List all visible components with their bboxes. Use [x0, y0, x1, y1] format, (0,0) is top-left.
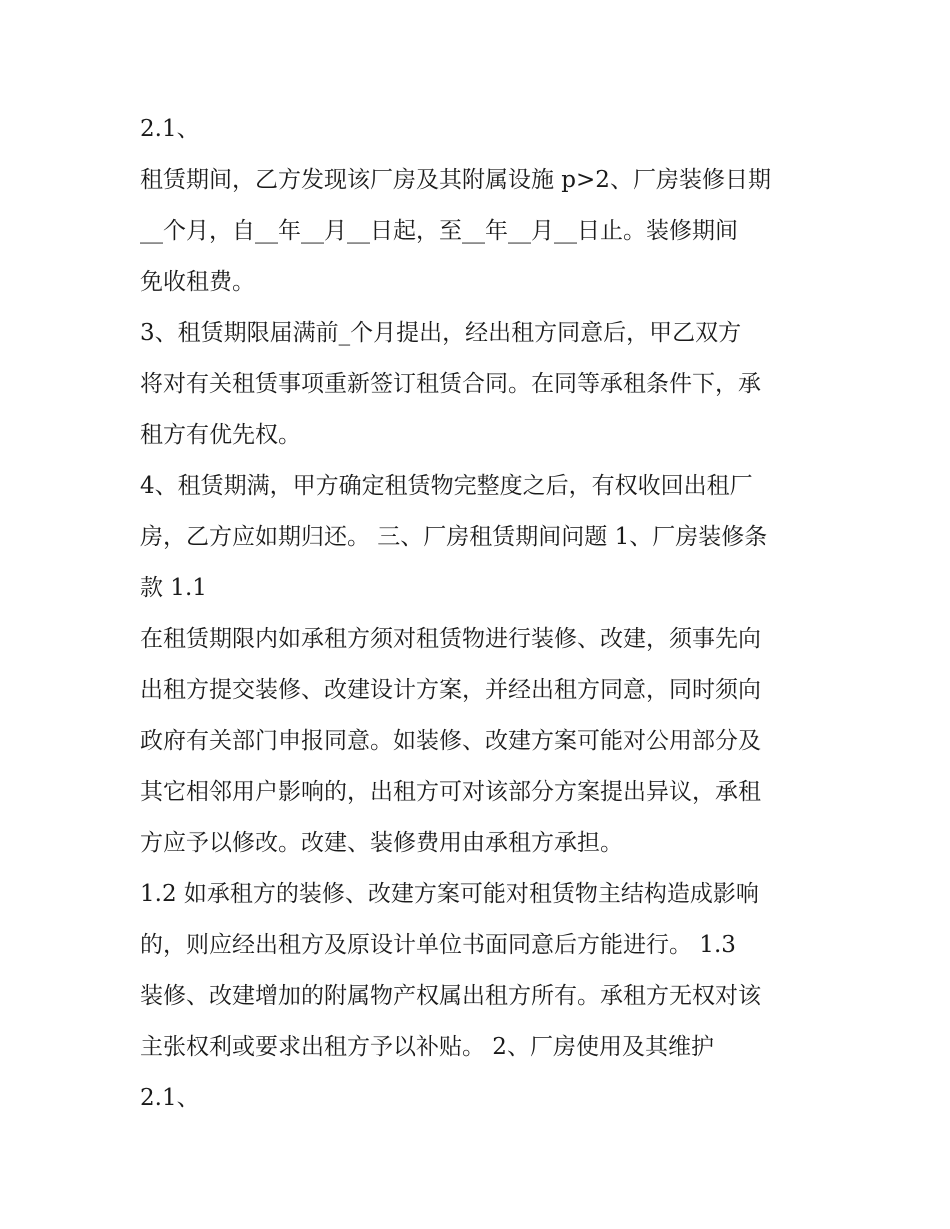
- text-line: 租赁期间，乙方发现该厂房及其附属设施 p>2、厂房装修日期: [140, 167, 771, 193]
- text-line: 政府有关部门申报同意。如装修、改建方案可能对公用部分及: [140, 728, 761, 754]
- text-line: 其它相邻用户影响的，出租方可对该部分方案提出异议，承租: [140, 779, 761, 805]
- text-line: 租方有优先权。: [140, 422, 301, 448]
- text-line: 出租方提交装修、改建设计方案，并经出租方同意，同时须向: [140, 677, 761, 703]
- text-line: 款 1.1: [140, 575, 207, 601]
- text-line: 将对有关租赁事项重新签订租赁合同。在同等承租条件下，承: [140, 371, 761, 397]
- text-line: __个月，自__年__月__日起，至__年__月__日止。装修期间: [140, 218, 738, 244]
- text-line: 1.2 如承租方的装修、改建方案可能对租赁物主结构造成影响: [140, 881, 759, 907]
- text-line: 4、租赁期满，甲方确定租赁物完整度之后，有权收回出租厂: [140, 473, 753, 499]
- text-line: 2.1、: [140, 1085, 200, 1111]
- document-body: [140, 104, 820, 1124]
- text-line: 主张权利或要求出租方予以补贴。 2、厂房使用及其维护: [140, 1034, 714, 1060]
- text-line: 方应予以修改。改建、装修费用由承租方承担。: [140, 830, 623, 856]
- text-line: 免收租费。: [140, 269, 255, 295]
- text-line: 2.1、: [140, 116, 200, 142]
- text-line: 装修、改建增加的附属物产权属出租方所有。承租方无权对该: [140, 983, 761, 1009]
- text-line: 3、租赁期限届满前_个月提出，经出租方同意后，甲乙双方: [140, 320, 742, 346]
- text-line: 的，则应经出租方及原设计单位书面同意后方能进行。 1.3: [140, 932, 736, 958]
- text-line: 在租赁期限内如承租方须对租赁物进行装修、改建，须事先向: [140, 626, 761, 652]
- text-line: 房，乙方应如期归还。 三、厂房租赁期间问题 1、厂房装修条: [140, 524, 768, 550]
